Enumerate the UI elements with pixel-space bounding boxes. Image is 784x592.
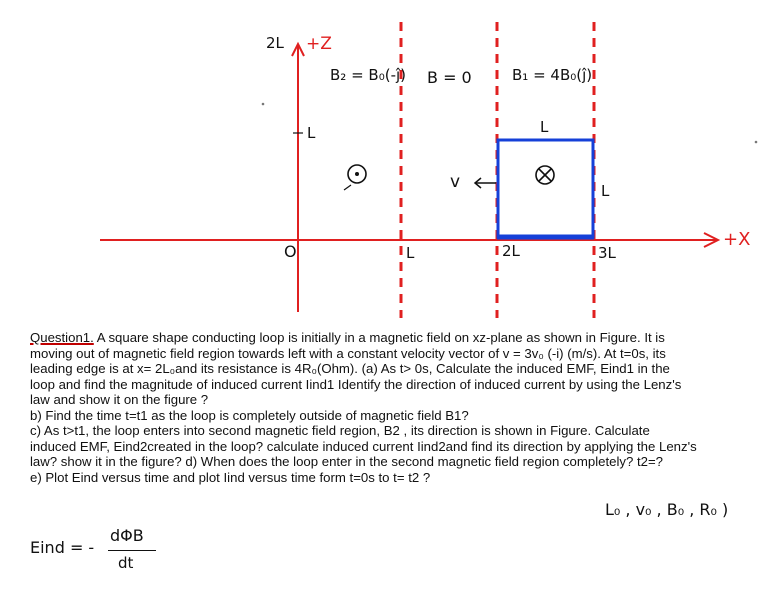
question-line-9: law? show it in the figure? d) When does the loop enter in the second magnetic field region completely? t2=? <box>30 454 664 469</box>
x-tick-3L-label: 3L <box>598 244 616 262</box>
question-line-3: leading edge is at x= 2L₀and its resistance is 4R₀(Ohm). (a) As t> 0s, Calculate the induced EMF, Eind1 in the <box>30 361 670 376</box>
origin-label: O <box>284 242 297 261</box>
question-title: Question1. <box>30 330 94 345</box>
loop-side-L-label: L <box>601 182 610 200</box>
velocity-label: v <box>450 172 461 192</box>
z-axis-2L-label: 2L <box>266 34 284 52</box>
x-tick-2L-label: 2L <box>502 242 520 260</box>
region-left-field-label: B₂ = B₀(-ĵ) <box>330 66 406 84</box>
emf-lhs: Eind = - <box>30 538 95 557</box>
z-axis-label: +Z <box>306 34 332 54</box>
region-middle-field-label: B = 0 <box>427 68 472 87</box>
given-variables: L₀ , v₀ , B₀ , R₀ ) <box>605 500 729 519</box>
field-dot-center <box>355 172 359 176</box>
question-line-10: e) Plot Eind versus time and plot Iind versus time form t=0s to t= t2 ? <box>30 469 431 485</box>
small-arrow-mark <box>344 185 351 190</box>
x-axis-label: +X <box>723 229 751 250</box>
x-tick-L-label: L <box>406 244 415 262</box>
question-line-1 <box>30 330 765 346</box>
question-line-7: c) As t>t1, the loop enters into second magnetic field region, B2 , its direction is shown in Figure. Calculate <box>30 423 650 438</box>
emf-numerator: dΦB <box>110 526 144 545</box>
conducting-loop <box>498 140 593 237</box>
region-right-field-label: B₁ = 4B₀(ĵ) <box>512 66 593 84</box>
emf-equation <box>30 526 230 581</box>
z-tick-L-label: L <box>307 124 316 142</box>
question-text <box>30 330 765 485</box>
question-line-1-text: A square shape conducting loop is initially in a magnetic field on xz-plane as shown in Figure. It is <box>93 330 665 345</box>
question-line-4: loop and find the magnitude of induced current Iind1 Identify the direction of induced current by using the Lenz's <box>30 376 682 392</box>
question-line-2: moving out of magnetic field region towards left with a constant velocity vector of v = 3v₀ (-i) (m/s). At t=0s, its <box>30 345 666 361</box>
emf-denominator: dt <box>118 554 134 572</box>
question-line-8: induced EMF, Eind2created in the loop? calculate induced current Iind2and find its direction by applying the Lenz's <box>30 438 697 454</box>
stray-dot-left <box>262 103 265 106</box>
loop-top-L-label: L <box>540 118 549 136</box>
question-line-6: b) Find the time t=t1 as the loop is completely outside of magnetic field B1? <box>30 407 469 423</box>
emf-fraction-bar <box>108 550 156 551</box>
stray-dot-right <box>755 141 758 144</box>
question-line-5: law and show it on the figure ? <box>30 392 209 407</box>
